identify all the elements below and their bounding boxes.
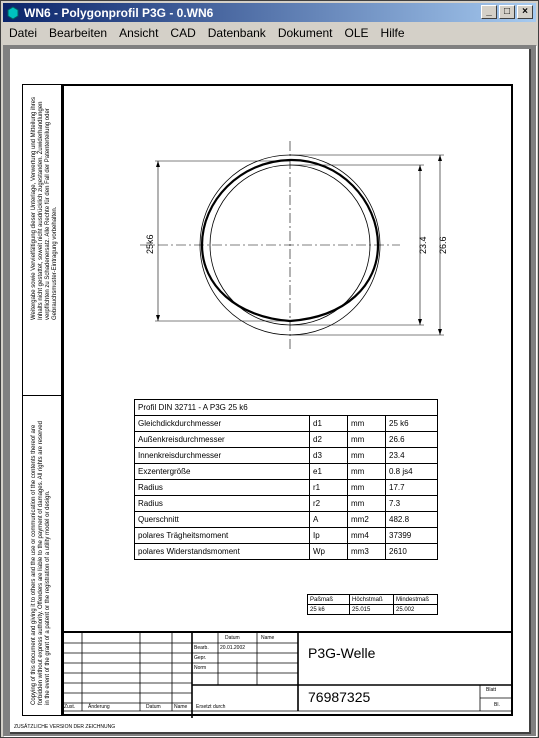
- dim-label-left: 25k6: [145, 234, 155, 254]
- label-bl: Bl.: [494, 702, 500, 708]
- menu-bearbeiten[interactable]: Bearbeiten: [49, 26, 108, 40]
- param-unit: mm: [348, 432, 386, 448]
- maximize-icon: □: [503, 6, 511, 17]
- bearb-date: 20.01.2002: [220, 645, 246, 651]
- copyright-text-en: Copying of this document and giving it to others and the use or communication of the contents thereof are forbidden without express authority. Offenders are liable to the payment of damages. All rights are reserved in the event of the grant of a patent or the registration of a utility model or design.: [31, 421, 51, 705]
- tol-header: Mindestmaß: [394, 595, 438, 605]
- app-icon: [6, 6, 20, 20]
- label-datum: Datum: [146, 704, 161, 710]
- param-value: 25 k6: [386, 416, 438, 432]
- menu-bar: [3, 23, 536, 43]
- minimize-button[interactable]: [481, 5, 497, 19]
- tol-value: 25.015: [350, 605, 394, 615]
- param-unit: mm4: [348, 528, 386, 544]
- param-name: Innenkreisdurchmesser: [135, 448, 310, 464]
- param-name: Radius: [135, 496, 310, 512]
- table-row: [308, 595, 438, 605]
- table-row: [135, 448, 438, 464]
- menu-ansicht[interactable]: Ansicht: [119, 26, 159, 40]
- param-symbol: A: [310, 512, 348, 528]
- tol-value: 25 k6: [308, 605, 350, 615]
- param-symbol: e1: [310, 464, 348, 480]
- drawing-title: P3G-Welle: [308, 645, 376, 661]
- label-name: Name: [174, 704, 188, 710]
- param-symbol: Wp: [310, 544, 348, 560]
- param-name: Radius: [135, 480, 310, 496]
- param-symbol: d3: [310, 448, 348, 464]
- footer-text: ZUSÄTZLICHE VERSION DER ZEICHNUNG: [14, 724, 116, 730]
- tolerance-table: [307, 594, 438, 615]
- copyright-text-de: Weitergabe sowie Vervielfältigung dieser Unterlage, Verwertung und Mitteilung ihres Inhalts nicht gestattet, soweit nicht ausdrücklich zugestanden. Zuwiderhandlungen verpflichten zu Schadenersatz. Alle Rechte für den Fall der Patenterteilung oder Gebrauchsmuster-Eintragung vorbehalten.: [31, 96, 58, 320]
- param-name: Exzentergröße: [135, 464, 310, 480]
- label-norm: Norm: [194, 665, 207, 671]
- param-value: 37399: [386, 528, 438, 544]
- label-zust: Zust.: [64, 704, 76, 710]
- menu-datei[interactable]: Datei: [9, 26, 38, 40]
- menu-hilfe[interactable]: Hilfe: [380, 26, 405, 40]
- menu-dokument[interactable]: Dokument: [277, 26, 333, 40]
- drawing-sheet: [10, 49, 531, 734]
- param-name: polares Trägheitsmoment: [135, 528, 310, 544]
- table-row: [135, 416, 438, 432]
- minimize-icon: _: [486, 6, 492, 17]
- param-unit: mm3: [348, 544, 386, 560]
- tol-header: Höchstmaß: [350, 595, 394, 605]
- table-row: [135, 544, 438, 560]
- title-block: [62, 631, 513, 716]
- param-symbol: r1: [310, 480, 348, 496]
- param-unit: mm: [348, 496, 386, 512]
- col-name: Name: [261, 635, 275, 641]
- param-value: 7.3: [386, 496, 438, 512]
- table-row: [135, 496, 438, 512]
- param-value: 17.7: [386, 480, 438, 496]
- maximize-button[interactable]: [499, 5, 515, 19]
- table-row: [135, 464, 438, 480]
- param-value: 482.8: [386, 512, 438, 528]
- close-button[interactable]: [517, 5, 533, 19]
- menu-cad[interactable]: CAD: [170, 26, 196, 40]
- menu-datenbank[interactable]: Datenbank: [207, 26, 266, 40]
- drawing-number: 76987325: [308, 689, 371, 705]
- table-row: [135, 528, 438, 544]
- param-value: 2610: [386, 544, 438, 560]
- param-name: Gleichdickdurchmesser: [135, 416, 310, 432]
- profile-parameter-table: [134, 399, 438, 560]
- param-unit: mm2: [348, 512, 386, 528]
- label-bearb: Bearb.: [194, 645, 209, 651]
- label-gepr: Gepr.: [194, 655, 207, 661]
- param-value: 0.8 js4: [386, 464, 438, 480]
- label-blatt: Blatt: [486, 687, 497, 693]
- param-symbol: r2: [310, 496, 348, 512]
- param-unit: mm: [348, 448, 386, 464]
- profile-table-header: Profil DIN 32711 - A P3G 25 k6: [135, 400, 438, 416]
- menu-ole[interactable]: OLE: [344, 26, 369, 40]
- param-name: polares Widerstandsmoment: [135, 544, 310, 560]
- table-row: [308, 605, 438, 615]
- param-value: 23.4: [386, 448, 438, 464]
- param-unit: mm: [348, 416, 386, 432]
- param-value: 26.6: [386, 432, 438, 448]
- param-unit: mm: [348, 464, 386, 480]
- window-title: WN6 - Polygonprofil P3G - 0.WN6: [24, 5, 214, 20]
- tol-value: 25.002: [394, 605, 438, 615]
- title-bar[interactable]: [3, 3, 536, 22]
- close-icon: ×: [522, 6, 528, 17]
- title-block-grid: [62, 633, 513, 718]
- table-row: [135, 432, 438, 448]
- table-row: [135, 480, 438, 496]
- col-datum: Datum: [225, 635, 240, 641]
- param-name: Außenkreisdurchmesser: [135, 432, 310, 448]
- dim-label-inner: 23.4: [418, 236, 428, 254]
- dim-label-outer: 26.6: [438, 236, 448, 254]
- param-symbol: d2: [310, 432, 348, 448]
- document-area[interactable]: [3, 45, 537, 737]
- tol-header: Paßmaß: [308, 595, 350, 605]
- table-row: [135, 512, 438, 528]
- param-symbol: Ip: [310, 528, 348, 544]
- param-unit: mm: [348, 480, 386, 496]
- label-aenderung: Änderung: [88, 704, 110, 710]
- label-ersatz: Ersetzt durch: [196, 704, 226, 710]
- param-name: Querschnitt: [135, 512, 310, 528]
- param-symbol: d1: [310, 416, 348, 432]
